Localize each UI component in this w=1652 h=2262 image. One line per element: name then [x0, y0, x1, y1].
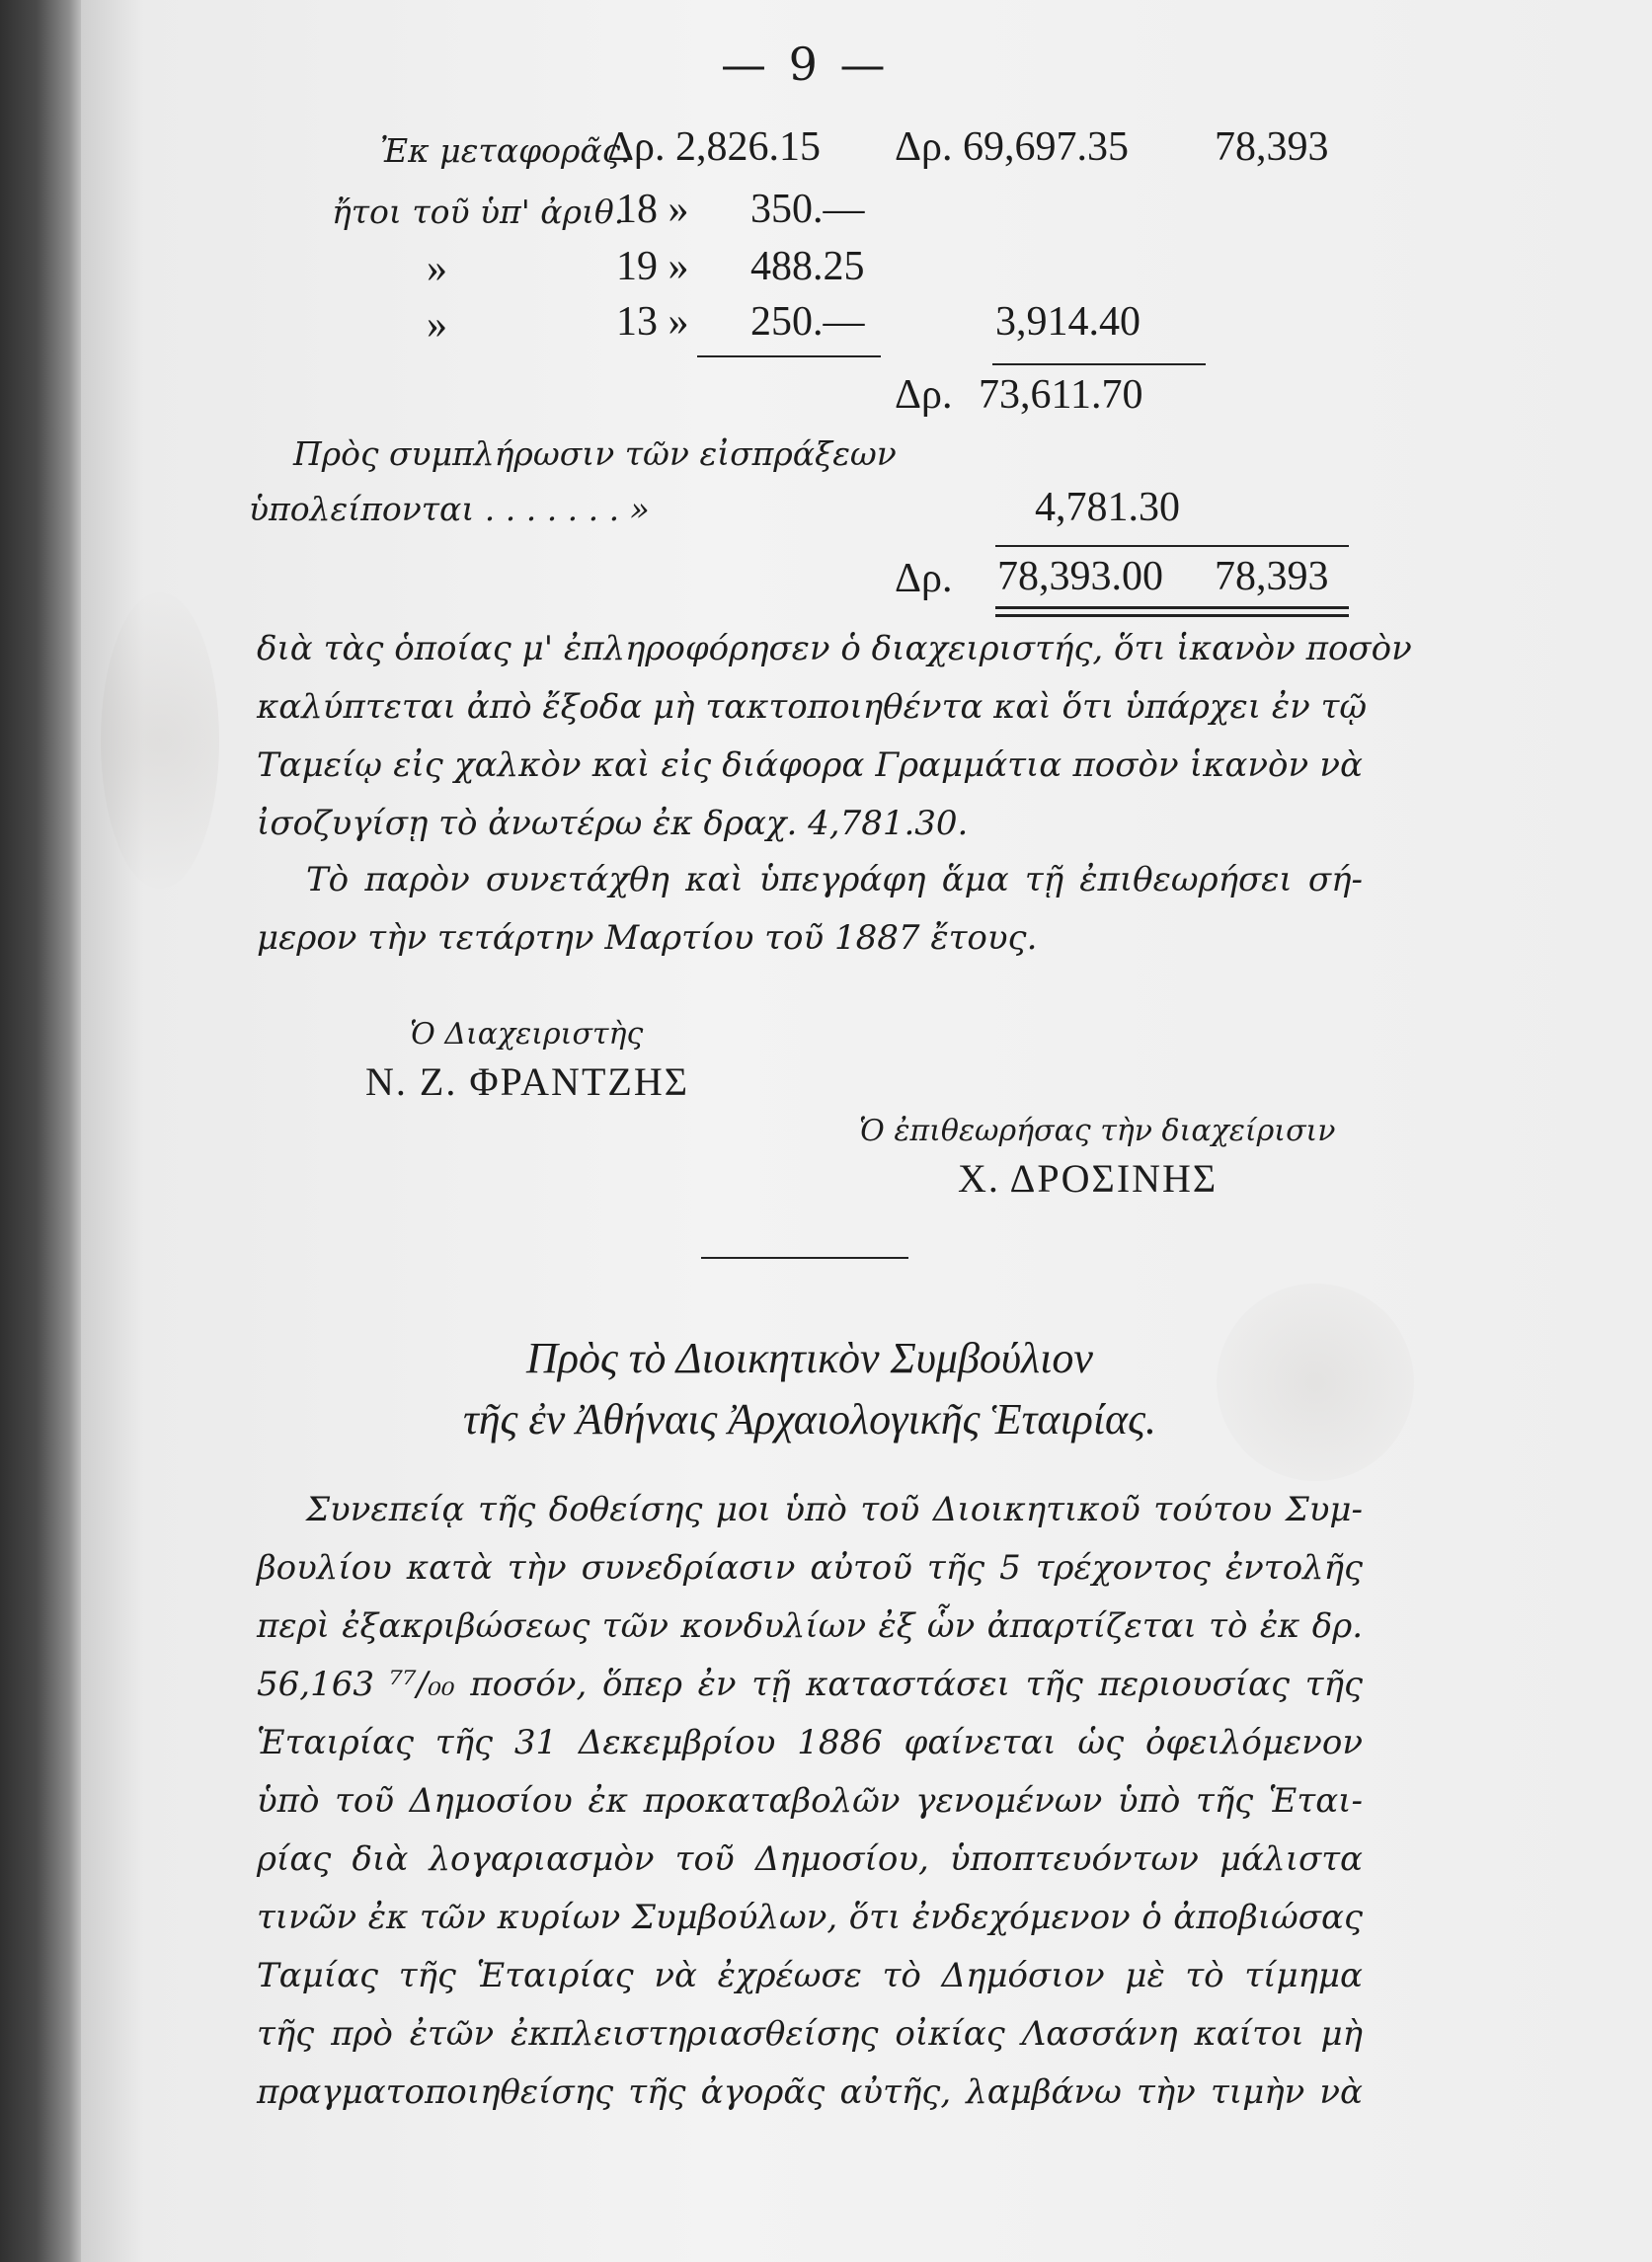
paper-stain [101, 592, 219, 889]
ledger-row7-text: ὑπολείπονται . . . . . . . » [249, 490, 650, 528]
ledger-row8-total: 78,393.00 [997, 554, 1163, 599]
ledger-row1-col1: Δρ. 2,826.15 [607, 124, 821, 170]
ledger-row4-label: » [427, 302, 447, 348]
ledger-row3-amount: 488.25 [750, 244, 865, 289]
text-line: 56,163 ⁷⁷/₀₀ ποσόν, ὅπερ ἐν τῇ καταστάσει τῆς περιουσίας τῆς [257, 1665, 1363, 1704]
ledger-row8-total-right: 78,393 [1215, 554, 1329, 599]
text-line: Ταμίας τῆς Ἑταιρίας νὰ ἐχρέωσε τὸ Δημόσιον μὲ τὸ τίμημα [257, 1956, 1363, 1995]
signature-left-name: Ν. Ζ. ΦΡΑΝΤΖΗΣ [365, 1059, 689, 1104]
section-divider [701, 1257, 908, 1259]
ledger-row2-label: ἤτοι τοῦ ὑπ' ἀριθ. [332, 193, 625, 231]
text-line: τινῶν ἐκ τῶν κυρίων Συμβούλων, ὅτι ἐνδεχόμενον ὁ ἀποβιώσας [257, 1898, 1363, 1937]
ledger-row1-label: Ἐκ μεταφορᾶς. [380, 131, 631, 170]
ledger-row3-num: 19 » [616, 244, 689, 289]
ledger-row7-amount: 4,781.30 [1035, 485, 1180, 530]
text-line: Ταμείῳ εἰς χαλκὸν καὶ εἰς διάφορα Γραμμάτια ποσὸν ἱκανὸν νὰ [257, 745, 1363, 785]
ledger-row1-col2: Δρ. 69,697.35 [895, 124, 1129, 170]
ledger-row4-num: 13 » [616, 299, 689, 345]
paragraph-3 [257, 1481, 1363, 2122]
text-line: διὰ τὰς ὁποίας μ' ἐπληροφόρησεν ὁ διαχειριστής, ὅτι ἱκανὸν ποσὸν [257, 629, 1412, 668]
ledger-double-rule [995, 606, 1349, 609]
heading-line-1: Πρὸς τὸ Διοικητικὸν Συμβούλιον [526, 1334, 1093, 1382]
ledger-row1-col3: 78,393 [1215, 124, 1329, 170]
letter-heading [257, 1328, 1363, 1450]
text-line: ἰσοζυγίσῃ τὸ ἀνωτέρω ἐκ δραχ. 4,781.30. [257, 804, 969, 843]
ledger-rule [995, 545, 1349, 547]
signature-left-role: Ὁ Διαχειριστὴς [410, 1017, 644, 1052]
text-line: ρίας διὰ λογαριασμὸν τοῦ Δημοσίου, ὑποπτευόντων μάλιστα [257, 1839, 1363, 1879]
text-line: βουλίου κατὰ τὴν συνεδρίασιν αὐτοῦ τῆς 5 τρέχοντος ἐντολῆς [257, 1548, 1363, 1588]
paragraph-1 [257, 620, 1412, 853]
ledger-row5-currency: Δρ. [895, 372, 953, 418]
text-line: Ἑταιρίας τῆς 31 Δεκεμβρίου 1886 φαίνεται ὡς ὀφειλόμενον [257, 1723, 1363, 1762]
text-line: τῆς πρὸ ἐτῶν ἐκπλειστηριασθείσης οἰκίας Λασσάνη καίτοι μὴ [257, 2014, 1363, 2054]
text-line: Τὸ παρὸν συνετάχθη καὶ ὑπεγράφη ἅμα τῇ ἐπιθεωρήσει σή- [306, 860, 1363, 899]
signature-right-name: Χ. ΔΡΟΣΙΝΗΣ [958, 1156, 1219, 1201]
ledger-rule [992, 363, 1206, 365]
text-line: μερον τὴν τετάρτην Μαρτίου τοῦ 1887 ἔτους. [257, 918, 1038, 958]
signature-right-role: Ὁ ἐπιθεωρήσας τὴν διαχείρισιν [859, 1114, 1336, 1148]
heading-line-2: τῆς ἐν Ἀθήναις Ἀρχαιολογικῆς Ἑταιρίας. [462, 1395, 1157, 1443]
ledger-row8-currency: Δρ. [895, 556, 953, 601]
text-line: καλύπτεται ἀπὸ ἔξοδα μὴ τακτοποιηθέντα καὶ ὅτι ὑπάρχει ἐν τῷ [257, 687, 1368, 727]
ledger-rule [697, 355, 881, 357]
ledger-row6-text: Πρὸς συμπλήρωσιν τῶν εἰσπράξεων [293, 434, 897, 473]
ledger-row4-subtotal: 3,914.40 [995, 299, 1141, 345]
text-line: πραγματοποιηθείσης τῆς ἀγορᾶς αὐτῆς, λαμβάνω τὴν τιμὴν νὰ [257, 2072, 1363, 2112]
text-line: περὶ ἐξακριβώσεως τῶν κονδυλίων ἐξ ὧν ἀπαρτίζεται τὸ ἐκ δρ. [257, 1606, 1363, 1646]
ledger-row4-amount: 250.— [750, 299, 865, 345]
book-spine-shadow [0, 0, 81, 2262]
paragraph-2 [257, 851, 1363, 968]
ledger-row5-total: 73,611.70 [979, 372, 1143, 418]
page-number: — 9 — [721, 38, 890, 91]
ledger-double-rule [995, 614, 1349, 617]
text-line: ὑπὸ τοῦ Δημοσίου ἐκ προκαταβολῶν γενομένων ὑπὸ τῆς Ἑται- [257, 1781, 1363, 1821]
ledger-row3-label: » [427, 246, 447, 291]
text-line: Συνεπείᾳ τῆς δοθείσης μοι ὑπὸ τοῦ Διοικητικοῦ τούτου Συμ- [306, 1490, 1363, 1529]
ledger-row2-amount: 350.— [750, 187, 865, 232]
ledger-row2-num: 18 » [616, 187, 689, 232]
